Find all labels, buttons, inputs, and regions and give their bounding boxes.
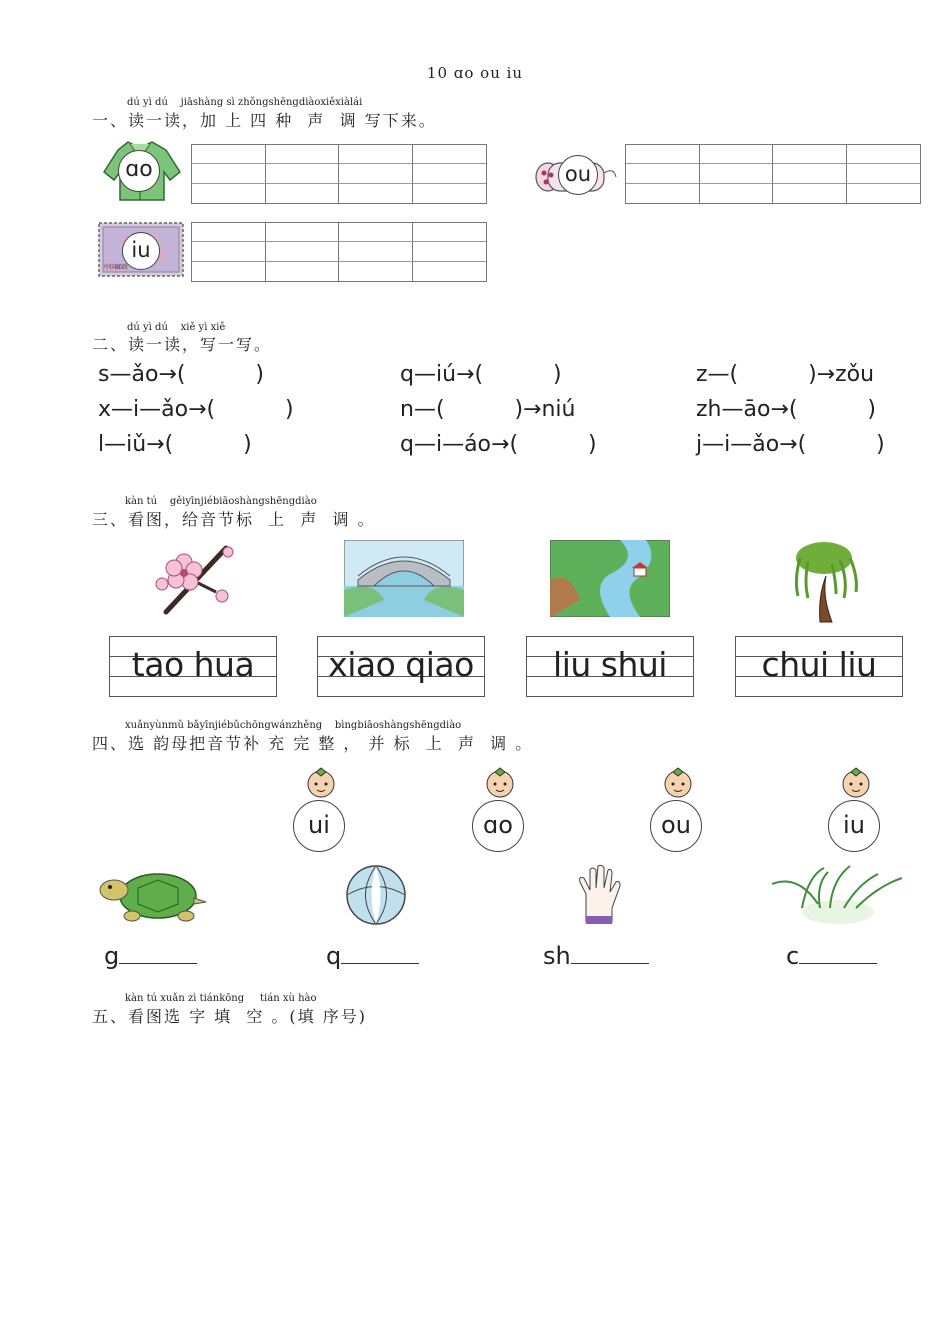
baby-head-icon: [306, 766, 336, 800]
section5-heading: 五、看图选 字 填 空 。(填 序号): [92, 1007, 368, 1026]
initial-label: c: [786, 942, 800, 970]
initial-label: q: [326, 942, 342, 970]
baby-head-icon: [663, 766, 693, 800]
writing-grid-ou[interactable]: [625, 144, 921, 204]
pinyin-box-chui-liu[interactable]: [735, 636, 903, 696]
exercise-r2c2[interactable]: n—( )→niú: [400, 397, 576, 422]
final-label: ui: [293, 800, 345, 852]
answer-line[interactable]: [341, 943, 419, 964]
final-label: ou: [650, 800, 702, 852]
peach-blossom-icon: [146, 540, 236, 620]
ball-icon: [345, 864, 407, 926]
answer-line[interactable]: [119, 943, 197, 964]
section4-pinyin: xuǎnyùnmǔ bǎyīnjiébǔchōngwánzhěng bìngbiāoshàngshēngdiào: [125, 720, 462, 731]
stamp-icon: [98, 222, 184, 277]
exercise-r3c3[interactable]: j—i—ǎo→( ): [696, 432, 885, 457]
blank-c[interactable]: [786, 942, 877, 970]
pinyin-box-liu-shui[interactable]: [526, 636, 694, 696]
section5-pinyin: kàn tú xuǎn zì tiánkōng tián xù hào: [125, 993, 317, 1004]
jacket-icon: [100, 138, 184, 204]
initial-label: g: [104, 942, 120, 970]
page-title: 10 ɑo ou iu: [426, 64, 524, 82]
river-icon: [550, 540, 670, 617]
lotus-root-icon: [534, 155, 618, 195]
answer-line[interactable]: [571, 943, 649, 964]
exercise-r3c1[interactable]: l—iǔ→( ): [98, 432, 252, 457]
section2-heading: 二、读一读，写一写。: [92, 335, 273, 354]
section2-pinyin: dú yì dú xiě yì xiě: [127, 322, 226, 333]
hand-icon: [574, 864, 624, 926]
section3-heading: 三、看图，给音节标 上 声 调 。: [92, 510, 376, 529]
pinyin-word: tao hua: [131, 645, 255, 684]
bridge-icon: [344, 540, 464, 617]
section3-pinyin: kàn tú gěiyīnjiébiāoshàngshēngdiào: [125, 496, 317, 507]
turtle-icon: [98, 868, 208, 924]
pinyin-box-tao-hua[interactable]: [109, 636, 277, 696]
writing-grid-ao[interactable]: [191, 144, 487, 204]
answer-line[interactable]: [799, 943, 877, 964]
exercise-r1c3[interactable]: z—( )→zǒu: [696, 362, 875, 387]
exercise-r1c2[interactable]: q—iú→( ): [400, 362, 562, 387]
writing-grid-iu[interactable]: [191, 222, 487, 282]
exercise-r2c3[interactable]: zh—āo→( ): [696, 397, 876, 422]
final-label: ɑo: [472, 800, 524, 852]
pinyin-word: chui liu: [761, 645, 877, 684]
exercise-r1c1[interactable]: s—ǎo→( ): [98, 362, 264, 387]
initial-label: sh: [543, 942, 571, 970]
final-label: iu: [828, 800, 880, 852]
section1-pinyin: dú yì dú jiāshàng sì zhǒngshēngdiàoxiěxiàlái: [127, 97, 363, 108]
blank-sh[interactable]: [543, 942, 649, 970]
jacket-label: ɑo: [118, 150, 160, 192]
grass-icon: [768, 864, 904, 926]
final-card-ou[interactable]: [650, 766, 706, 856]
exercise-r3c2[interactable]: q—i—áo→( ): [400, 432, 597, 457]
blank-q[interactable]: [326, 942, 419, 970]
pinyin-box-xiao-qiao[interactable]: [317, 636, 485, 696]
stamp-label: iu: [122, 232, 160, 270]
exercise-r2c1[interactable]: x—i—ǎo→( ): [98, 397, 294, 422]
willow-tree-icon: [778, 536, 868, 626]
final-card-ao[interactable]: [472, 766, 528, 856]
final-card-ui[interactable]: [293, 766, 349, 856]
pinyin-word: xiao qiao: [328, 645, 474, 684]
blank-g[interactable]: [104, 942, 197, 970]
final-card-iu[interactable]: [828, 766, 884, 856]
section4-heading: 四、选 韵母把音节补 充 完 整 ， 并 标 上 声 调 。: [92, 734, 534, 753]
pinyin-word: liu shui: [553, 645, 667, 684]
lotus-label: ou: [558, 155, 598, 195]
stamp-text: 中国邮政: [104, 264, 129, 271]
section1-heading: 一、读一读，加 上 四 种 声 调 写下来。: [92, 111, 437, 130]
baby-head-icon: [841, 766, 871, 800]
baby-head-icon: [485, 766, 515, 800]
